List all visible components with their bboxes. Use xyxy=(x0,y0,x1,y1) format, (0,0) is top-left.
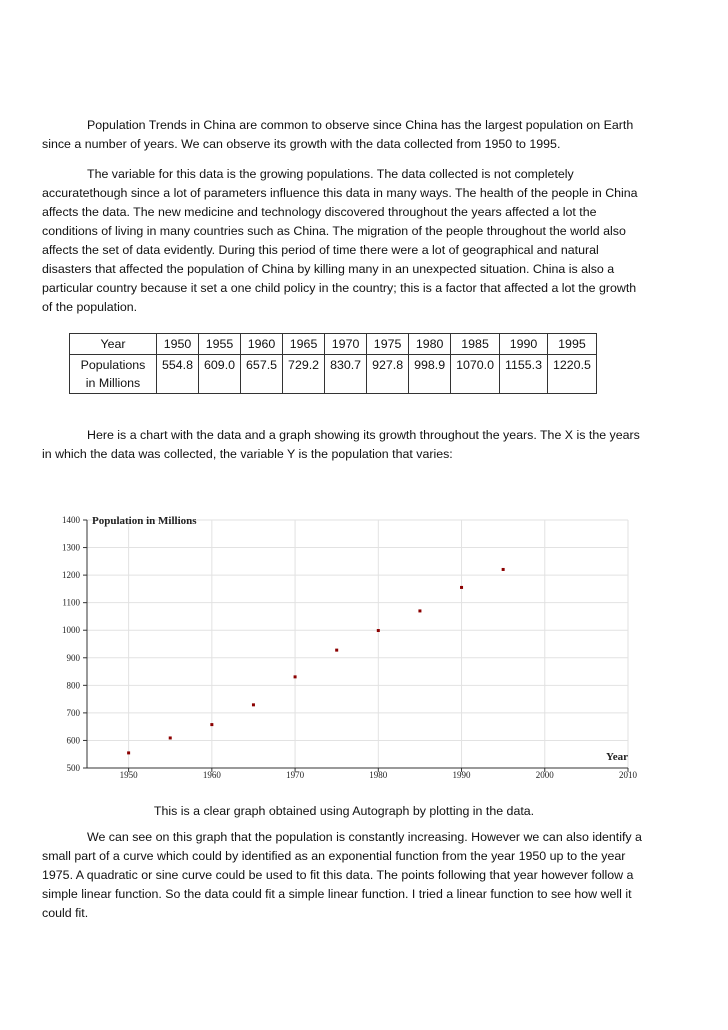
x-tick-label: 1950 xyxy=(119,770,138,780)
population-cell: 729.2 xyxy=(283,355,325,394)
year-cell: 1965 xyxy=(283,334,325,355)
population-cell: 1070.0 xyxy=(451,355,500,394)
y-tick-label: 1200 xyxy=(62,570,80,581)
data-point xyxy=(335,649,338,652)
year-row xyxy=(70,334,597,355)
year-cell: 1960 xyxy=(241,334,283,355)
y-tick-label: 500 xyxy=(66,763,80,773)
y-axis-label: Population in Millions xyxy=(92,515,197,527)
year-cell: 1970 xyxy=(325,334,367,355)
year-cell: 1985 xyxy=(451,334,500,355)
population-scatter-chart xyxy=(30,505,650,790)
year-cell: 1990 xyxy=(500,334,548,355)
population-cell: 1220.5 xyxy=(548,355,597,394)
y-tick-label: 600 xyxy=(66,735,80,746)
chart-points xyxy=(127,568,505,754)
intro-paragraph: Population Trends in China are common to observe since China has the largest population on Earth since a number of years. We can observe its growth with the data collected from 1950 to 1995. xyxy=(42,118,634,151)
x-tick-label: 1970 xyxy=(286,770,305,780)
x-tick-label: 1980 xyxy=(369,770,388,780)
y-tick-label: 800 xyxy=(66,680,80,691)
chart-axes xyxy=(87,520,628,768)
population-cell: 609.0 xyxy=(199,355,241,394)
population-cell: 998.9 xyxy=(409,355,451,394)
data-point xyxy=(377,629,380,632)
year-row-label: Year xyxy=(70,334,157,355)
year-cell: 1950 xyxy=(157,334,199,355)
x-axis-label: Year xyxy=(606,751,628,763)
y-tick-label: 1000 xyxy=(62,625,80,636)
chart-intro-paragraph: Here is a chart with the data and a graph showing its growth throughout the years. The X is the years in which the data was collected, the variable Y is the population that varies: xyxy=(42,428,640,461)
year-cell: 1955 xyxy=(199,334,241,355)
data-point xyxy=(252,703,255,706)
population-cell: 657.5 xyxy=(241,355,283,394)
variable-paragraph: The variable for this data is the growing populations. The data collected is not completely accuratethough since a lot of parameters influence this data in many ways. The health of the people in China affects the data. The new medicine and technology discovered throughout the years affected a lot the conditions of living in many countries such as China. The migration of the people throughout the world also affects the set of data evidently. During this period of time there were a lot of geographical and natural disasters that affected the population of China by killing many in an unexpected situation. China is also a particular country because it set a one child policy in the country; this is a factor that affected a lot the growth of the population. xyxy=(42,167,638,314)
x-tick-label: 2000 xyxy=(535,770,554,780)
data-point xyxy=(294,675,297,678)
data-point xyxy=(210,723,213,726)
population-cell: 927.8 xyxy=(367,355,409,394)
year-cell: 1980 xyxy=(409,334,451,355)
data-point xyxy=(502,568,505,571)
population-table xyxy=(69,333,597,394)
data-point xyxy=(460,586,463,589)
y-tick-label: 1100 xyxy=(62,597,80,608)
population-row xyxy=(70,355,597,394)
population-cell: 1155.3 xyxy=(500,355,548,394)
y-tick-label: 700 xyxy=(66,707,80,718)
year-cell: 1975 xyxy=(367,334,409,355)
y-tick-label: 900 xyxy=(66,652,80,663)
x-tick-label: 1990 xyxy=(452,770,471,780)
data-point xyxy=(127,751,130,754)
population-cell: 554.8 xyxy=(157,355,199,394)
year-cell: 1995 xyxy=(548,334,597,355)
x-tick-label: 1960 xyxy=(202,770,221,780)
data-point xyxy=(418,609,421,612)
population-row-label: Populations in Millions xyxy=(70,355,157,394)
analysis-paragraph: We can see on this graph that the population is constantly increasing. However we can also identify a small part of a curve which could by identified as an exponential function from the year 1950 up to the year 1975. A quadratic or sine curve could be used to fit this data. The points following that year however follow a simple linear function. So the data could fit a simple linear function. I tried a linear function to see how well it could fit. xyxy=(42,830,642,920)
chart-caption: This is a clear graph obtained using Autograph by plotting in the data. xyxy=(153,804,535,818)
x-tick-label: 2010 xyxy=(619,770,637,780)
chart-grid xyxy=(87,520,628,768)
y-tick-label: 1300 xyxy=(62,542,80,553)
y-tick-label: 1400 xyxy=(62,515,80,525)
population-cell: 830.7 xyxy=(325,355,367,394)
data-point xyxy=(169,736,172,739)
